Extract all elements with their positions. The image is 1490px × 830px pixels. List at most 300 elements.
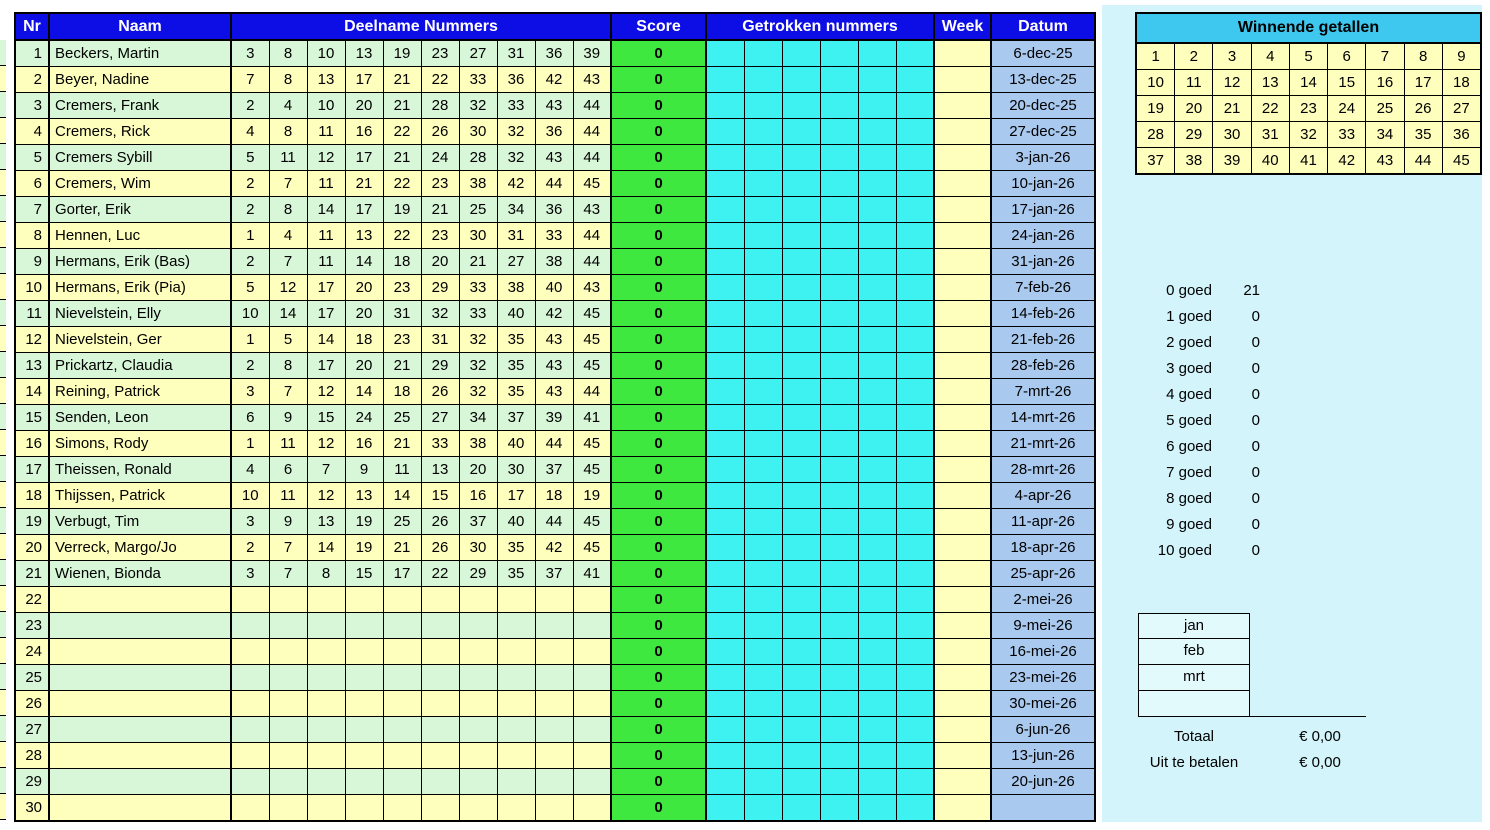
- pick-number-cell[interactable]: [383, 769, 421, 795]
- drawn-number-cell[interactable]: [706, 40, 744, 67]
- drawn-number-cell[interactable]: [782, 561, 820, 587]
- pick-number-cell[interactable]: [307, 743, 345, 769]
- pick-number-cell[interactable]: 31: [383, 301, 421, 327]
- pick-number-cell[interactable]: 45: [573, 301, 611, 327]
- pick-number-cell[interactable]: 21: [383, 67, 421, 93]
- drawn-number-cell[interactable]: [858, 40, 896, 67]
- player-name-cell[interactable]: Prickartz, Claudia: [49, 353, 231, 379]
- week-cell[interactable]: [934, 457, 991, 483]
- drawn-number-cell[interactable]: [782, 639, 820, 665]
- pick-number-cell[interactable]: 45: [573, 535, 611, 561]
- pick-number-cell[interactable]: 33: [459, 67, 497, 93]
- pick-number-cell[interactable]: [269, 613, 307, 639]
- pick-number-cell[interactable]: 36: [535, 40, 573, 67]
- pick-number-cell[interactable]: 19: [383, 40, 421, 67]
- pick-number-cell[interactable]: [345, 769, 383, 795]
- pick-number-cell[interactable]: [421, 717, 459, 743]
- pick-number-cell[interactable]: [307, 665, 345, 691]
- pick-number-cell[interactable]: 40: [535, 275, 573, 301]
- player-name-cell[interactable]: Cremers, Frank: [49, 93, 231, 119]
- pick-number-cell[interactable]: 5: [231, 275, 269, 301]
- drawn-number-cell[interactable]: [706, 769, 744, 795]
- winning-number-cell[interactable]: 42: [1328, 148, 1366, 175]
- pick-number-cell[interactable]: 35: [497, 379, 535, 405]
- pick-number-cell[interactable]: 19: [345, 535, 383, 561]
- pick-number-cell[interactable]: 10: [307, 40, 345, 67]
- pick-number-cell[interactable]: [459, 743, 497, 769]
- pick-number-cell[interactable]: [383, 717, 421, 743]
- pick-number-cell[interactable]: 24: [345, 405, 383, 431]
- winning-number-cell[interactable]: 45: [1442, 148, 1481, 175]
- drawn-number-cell[interactable]: [706, 509, 744, 535]
- pick-number-cell[interactable]: 14: [307, 327, 345, 353]
- pick-number-cell[interactable]: 4: [269, 93, 307, 119]
- pick-number-cell[interactable]: 32: [459, 327, 497, 353]
- winning-number-cell[interactable]: 11: [1175, 70, 1213, 96]
- pick-number-cell[interactable]: 5: [231, 145, 269, 171]
- pick-number-cell[interactable]: [535, 691, 573, 717]
- winning-number-cell[interactable]: 30: [1213, 122, 1251, 148]
- pick-number-cell[interactable]: [421, 795, 459, 822]
- pick-number-cell[interactable]: [269, 769, 307, 795]
- week-cell[interactable]: [934, 40, 991, 67]
- week-cell[interactable]: [934, 171, 991, 197]
- winning-number-cell[interactable]: 22: [1251, 96, 1289, 122]
- pick-number-cell[interactable]: 44: [573, 249, 611, 275]
- winning-number-cell[interactable]: 44: [1404, 148, 1442, 175]
- pick-number-cell[interactable]: 13: [345, 40, 383, 67]
- pick-number-cell[interactable]: [459, 665, 497, 691]
- pick-number-cell[interactable]: 7: [269, 249, 307, 275]
- pick-number-cell[interactable]: 20: [345, 275, 383, 301]
- pick-number-cell[interactable]: 32: [497, 145, 535, 171]
- player-name-cell[interactable]: Reining, Patrick: [49, 379, 231, 405]
- drawn-number-cell[interactable]: [782, 67, 820, 93]
- week-cell[interactable]: [934, 431, 991, 457]
- week-cell[interactable]: [934, 67, 991, 93]
- drawn-number-cell[interactable]: [896, 223, 934, 249]
- pick-number-cell[interactable]: 37: [535, 457, 573, 483]
- week-cell[interactable]: [934, 795, 991, 822]
- pick-number-cell[interactable]: [535, 795, 573, 822]
- drawn-number-cell[interactable]: [744, 301, 782, 327]
- pick-number-cell[interactable]: 17: [307, 275, 345, 301]
- week-cell[interactable]: [934, 145, 991, 171]
- drawn-number-cell[interactable]: [782, 665, 820, 691]
- drawn-number-cell[interactable]: [744, 353, 782, 379]
- winning-number-cell[interactable]: 25: [1366, 96, 1404, 122]
- pick-number-cell[interactable]: 44: [573, 145, 611, 171]
- drawn-number-cell[interactable]: [706, 483, 744, 509]
- pick-number-cell[interactable]: [383, 639, 421, 665]
- drawn-number-cell[interactable]: [858, 691, 896, 717]
- pick-number-cell[interactable]: 20: [421, 249, 459, 275]
- pick-number-cell[interactable]: [497, 769, 535, 795]
- pick-number-cell[interactable]: 19: [345, 509, 383, 535]
- drawn-number-cell[interactable]: [744, 431, 782, 457]
- pick-number-cell[interactable]: 17: [345, 197, 383, 223]
- drawn-number-cell[interactable]: [744, 743, 782, 769]
- player-name-cell[interactable]: Beckers, Martin: [49, 40, 231, 67]
- pick-number-cell[interactable]: 18: [383, 379, 421, 405]
- pick-number-cell[interactable]: 13: [307, 67, 345, 93]
- drawn-number-cell[interactable]: [706, 197, 744, 223]
- pick-number-cell[interactable]: [459, 587, 497, 613]
- pick-number-cell[interactable]: 23: [421, 223, 459, 249]
- pick-number-cell[interactable]: [269, 665, 307, 691]
- winning-number-cell[interactable]: 31: [1251, 122, 1289, 148]
- drawn-number-cell[interactable]: [858, 535, 896, 561]
- pick-number-cell[interactable]: 33: [459, 301, 497, 327]
- drawn-number-cell[interactable]: [782, 587, 820, 613]
- week-cell[interactable]: [934, 223, 991, 249]
- player-name-cell[interactable]: Cremers, Rick: [49, 119, 231, 145]
- drawn-number-cell[interactable]: [744, 639, 782, 665]
- drawn-number-cell[interactable]: [782, 691, 820, 717]
- pick-number-cell[interactable]: 26: [421, 119, 459, 145]
- drawn-number-cell[interactable]: [744, 457, 782, 483]
- pick-number-cell[interactable]: 35: [497, 561, 535, 587]
- pick-number-cell[interactable]: 2: [231, 197, 269, 223]
- drawn-number-cell[interactable]: [858, 613, 896, 639]
- pick-number-cell[interactable]: 28: [459, 145, 497, 171]
- drawn-number-cell[interactable]: [896, 535, 934, 561]
- pick-number-cell[interactable]: 11: [383, 457, 421, 483]
- drawn-number-cell[interactable]: [820, 379, 858, 405]
- player-name-cell[interactable]: Wienen, Bionda: [49, 561, 231, 587]
- week-cell[interactable]: [934, 483, 991, 509]
- drawn-number-cell[interactable]: [820, 795, 858, 822]
- player-name-cell[interactable]: [49, 613, 231, 639]
- drawn-number-cell[interactable]: [820, 587, 858, 613]
- pick-number-cell[interactable]: 42: [535, 301, 573, 327]
- drawn-number-cell[interactable]: [706, 301, 744, 327]
- pick-number-cell[interactable]: [497, 613, 535, 639]
- drawn-number-cell[interactable]: [744, 483, 782, 509]
- pick-number-cell[interactable]: 29: [421, 353, 459, 379]
- pick-number-cell[interactable]: 27: [459, 40, 497, 67]
- player-name-cell[interactable]: [49, 587, 231, 613]
- pick-number-cell[interactable]: 43: [535, 145, 573, 171]
- pick-number-cell[interactable]: 25: [459, 197, 497, 223]
- pick-number-cell[interactable]: 44: [573, 119, 611, 145]
- winning-number-cell[interactable]: 27: [1442, 96, 1481, 122]
- pick-number-cell[interactable]: [383, 665, 421, 691]
- drawn-number-cell[interactable]: [858, 795, 896, 822]
- winning-number-cell[interactable]: 21: [1213, 96, 1251, 122]
- pick-number-cell[interactable]: [345, 613, 383, 639]
- drawn-number-cell[interactable]: [706, 535, 744, 561]
- week-cell[interactable]: [934, 197, 991, 223]
- pick-number-cell[interactable]: 11: [269, 483, 307, 509]
- drawn-number-cell[interactable]: [820, 249, 858, 275]
- winning-number-cell[interactable]: 39: [1213, 148, 1251, 175]
- week-cell[interactable]: [934, 639, 991, 665]
- month-cell[interactable]: feb: [1138, 639, 1250, 665]
- pick-number-cell[interactable]: 23: [383, 327, 421, 353]
- drawn-number-cell[interactable]: [896, 483, 934, 509]
- player-name-cell[interactable]: Beyer, Nadine: [49, 67, 231, 93]
- winning-number-cell[interactable]: 34: [1366, 122, 1404, 148]
- pick-number-cell[interactable]: 25: [383, 405, 421, 431]
- player-name-cell[interactable]: Nievelstein, Ger: [49, 327, 231, 353]
- pick-number-cell[interactable]: 11: [307, 223, 345, 249]
- week-cell[interactable]: [934, 119, 991, 145]
- drawn-number-cell[interactable]: [820, 223, 858, 249]
- drawn-number-cell[interactable]: [782, 327, 820, 353]
- pick-number-cell[interactable]: 32: [497, 119, 535, 145]
- drawn-number-cell[interactable]: [858, 587, 896, 613]
- pick-number-cell[interactable]: 2: [231, 535, 269, 561]
- pick-number-cell[interactable]: [573, 587, 611, 613]
- winning-number-cell[interactable]: 8: [1404, 43, 1442, 70]
- drawn-number-cell[interactable]: [706, 405, 744, 431]
- pick-number-cell[interactable]: 12: [307, 145, 345, 171]
- pick-number-cell[interactable]: [231, 795, 269, 822]
- pick-number-cell[interactable]: 21: [345, 171, 383, 197]
- drawn-number-cell[interactable]: [858, 561, 896, 587]
- drawn-number-cell[interactable]: [896, 613, 934, 639]
- pick-number-cell[interactable]: 43: [535, 327, 573, 353]
- drawn-number-cell[interactable]: [896, 405, 934, 431]
- pick-number-cell[interactable]: 18: [535, 483, 573, 509]
- drawn-number-cell[interactable]: [820, 717, 858, 743]
- pick-number-cell[interactable]: [269, 691, 307, 717]
- player-name-cell[interactable]: Verbugt, Tim: [49, 509, 231, 535]
- pick-number-cell[interactable]: 1: [231, 431, 269, 457]
- pick-number-cell[interactable]: 20: [459, 457, 497, 483]
- drawn-number-cell[interactable]: [858, 145, 896, 171]
- drawn-number-cell[interactable]: [896, 275, 934, 301]
- pick-number-cell[interactable]: 15: [307, 405, 345, 431]
- pick-number-cell[interactable]: [231, 639, 269, 665]
- drawn-number-cell[interactable]: [858, 431, 896, 457]
- pick-number-cell[interactable]: 26: [421, 535, 459, 561]
- pick-number-cell[interactable]: [497, 691, 535, 717]
- week-cell[interactable]: [934, 275, 991, 301]
- drawn-number-cell[interactable]: [896, 769, 934, 795]
- pick-number-cell[interactable]: 14: [269, 301, 307, 327]
- drawn-number-cell[interactable]: [744, 691, 782, 717]
- pick-number-cell[interactable]: 24: [421, 145, 459, 171]
- pick-number-cell[interactable]: 21: [383, 93, 421, 119]
- drawn-number-cell[interactable]: [706, 691, 744, 717]
- drawn-number-cell[interactable]: [820, 93, 858, 119]
- pick-number-cell[interactable]: 43: [535, 379, 573, 405]
- pick-number-cell[interactable]: 35: [497, 353, 535, 379]
- pick-number-cell[interactable]: 10: [307, 93, 345, 119]
- player-name-cell[interactable]: [49, 665, 231, 691]
- week-cell[interactable]: [934, 301, 991, 327]
- drawn-number-cell[interactable]: [858, 301, 896, 327]
- drawn-number-cell[interactable]: [896, 587, 934, 613]
- pick-number-cell[interactable]: 39: [535, 405, 573, 431]
- pick-number-cell[interactable]: 4: [231, 119, 269, 145]
- pick-number-cell[interactable]: 3: [231, 509, 269, 535]
- player-name-cell[interactable]: Hermans, Erik (Pia): [49, 275, 231, 301]
- pick-number-cell[interactable]: 14: [307, 535, 345, 561]
- pick-number-cell[interactable]: 21: [383, 431, 421, 457]
- pick-number-cell[interactable]: [421, 691, 459, 717]
- drawn-number-cell[interactable]: [820, 483, 858, 509]
- winning-number-cell[interactable]: 37: [1136, 148, 1175, 175]
- drawn-number-cell[interactable]: [820, 353, 858, 379]
- drawn-number-cell[interactable]: [858, 717, 896, 743]
- pick-number-cell[interactable]: [307, 613, 345, 639]
- drawn-number-cell[interactable]: [706, 119, 744, 145]
- pick-number-cell[interactable]: [307, 795, 345, 822]
- drawn-number-cell[interactable]: [782, 249, 820, 275]
- drawn-number-cell[interactable]: [820, 145, 858, 171]
- pick-number-cell[interactable]: 30: [497, 457, 535, 483]
- pick-number-cell[interactable]: 38: [535, 249, 573, 275]
- pick-number-cell[interactable]: 37: [535, 561, 573, 587]
- pick-number-cell[interactable]: 41: [573, 405, 611, 431]
- pick-number-cell[interactable]: [231, 743, 269, 769]
- pick-number-cell[interactable]: 44: [535, 509, 573, 535]
- winning-number-cell[interactable]: 41: [1289, 148, 1327, 175]
- drawn-number-cell[interactable]: [858, 483, 896, 509]
- pick-number-cell[interactable]: 8: [269, 353, 307, 379]
- pick-number-cell[interactable]: [345, 743, 383, 769]
- pick-number-cell[interactable]: 18: [383, 249, 421, 275]
- drawn-number-cell[interactable]: [896, 119, 934, 145]
- winning-number-cell[interactable]: 26: [1404, 96, 1442, 122]
- pick-number-cell[interactable]: 38: [497, 275, 535, 301]
- pick-number-cell[interactable]: 36: [535, 119, 573, 145]
- pick-number-cell[interactable]: 22: [383, 223, 421, 249]
- drawn-number-cell[interactable]: [896, 665, 934, 691]
- drawn-number-cell[interactable]: [782, 223, 820, 249]
- drawn-number-cell[interactable]: [858, 197, 896, 223]
- drawn-number-cell[interactable]: [782, 145, 820, 171]
- drawn-number-cell[interactable]: [744, 717, 782, 743]
- drawn-number-cell[interactable]: [896, 67, 934, 93]
- drawn-number-cell[interactable]: [706, 171, 744, 197]
- pick-number-cell[interactable]: [497, 717, 535, 743]
- pick-number-cell[interactable]: 14: [307, 197, 345, 223]
- pick-number-cell[interactable]: 42: [535, 67, 573, 93]
- pick-number-cell[interactable]: 22: [383, 171, 421, 197]
- pick-number-cell[interactable]: 7: [269, 535, 307, 561]
- drawn-number-cell[interactable]: [820, 40, 858, 67]
- player-name-cell[interactable]: [49, 743, 231, 769]
- drawn-number-cell[interactable]: [896, 145, 934, 171]
- pick-number-cell[interactable]: 34: [497, 197, 535, 223]
- pick-number-cell[interactable]: 40: [497, 431, 535, 457]
- pick-number-cell[interactable]: [345, 795, 383, 822]
- week-cell[interactable]: [934, 561, 991, 587]
- drawn-number-cell[interactable]: [744, 535, 782, 561]
- drawn-number-cell[interactable]: [744, 40, 782, 67]
- pick-number-cell[interactable]: 7: [307, 457, 345, 483]
- pick-number-cell[interactable]: 17: [345, 67, 383, 93]
- pick-number-cell[interactable]: 20: [345, 93, 383, 119]
- pick-number-cell[interactable]: 31: [497, 40, 535, 67]
- drawn-number-cell[interactable]: [896, 639, 934, 665]
- pick-number-cell[interactable]: 37: [459, 509, 497, 535]
- drawn-number-cell[interactable]: [782, 795, 820, 822]
- pick-number-cell[interactable]: 32: [459, 379, 497, 405]
- drawn-number-cell[interactable]: [896, 301, 934, 327]
- pick-number-cell[interactable]: 32: [459, 353, 497, 379]
- pick-number-cell[interactable]: 17: [345, 145, 383, 171]
- drawn-number-cell[interactable]: [858, 379, 896, 405]
- drawn-number-cell[interactable]: [744, 223, 782, 249]
- pick-number-cell[interactable]: 7: [269, 379, 307, 405]
- pick-number-cell[interactable]: 26: [421, 379, 459, 405]
- week-cell[interactable]: [934, 769, 991, 795]
- pick-number-cell[interactable]: 16: [345, 119, 383, 145]
- pick-number-cell[interactable]: [307, 691, 345, 717]
- pick-number-cell[interactable]: 6: [231, 405, 269, 431]
- winning-number-cell[interactable]: 20: [1175, 96, 1213, 122]
- pick-number-cell[interactable]: 21: [421, 197, 459, 223]
- pick-number-cell[interactable]: 23: [421, 171, 459, 197]
- drawn-number-cell[interactable]: [782, 301, 820, 327]
- pick-number-cell[interactable]: 36: [535, 197, 573, 223]
- drawn-number-cell[interactable]: [744, 587, 782, 613]
- drawn-number-cell[interactable]: [820, 613, 858, 639]
- drawn-number-cell[interactable]: [744, 197, 782, 223]
- pick-number-cell[interactable]: 42: [497, 171, 535, 197]
- pick-number-cell[interactable]: 7: [231, 67, 269, 93]
- drawn-number-cell[interactable]: [706, 743, 744, 769]
- pick-number-cell[interactable]: 11: [269, 431, 307, 457]
- drawn-number-cell[interactable]: [706, 561, 744, 587]
- pick-number-cell[interactable]: [269, 795, 307, 822]
- drawn-number-cell[interactable]: [896, 717, 934, 743]
- drawn-number-cell[interactable]: [744, 249, 782, 275]
- pick-number-cell[interactable]: 31: [421, 327, 459, 353]
- pick-number-cell[interactable]: [497, 639, 535, 665]
- player-name-cell[interactable]: Hermans, Erik (Bas): [49, 249, 231, 275]
- pick-number-cell[interactable]: 3: [231, 379, 269, 405]
- pick-number-cell[interactable]: [231, 691, 269, 717]
- pick-number-cell[interactable]: 45: [573, 509, 611, 535]
- winning-number-cell[interactable]: 24: [1328, 96, 1366, 122]
- pick-number-cell[interactable]: 12: [307, 379, 345, 405]
- pick-number-cell[interactable]: 6: [269, 457, 307, 483]
- pick-number-cell[interactable]: [307, 587, 345, 613]
- pick-number-cell[interactable]: 32: [421, 301, 459, 327]
- pick-number-cell[interactable]: 38: [459, 431, 497, 457]
- pick-number-cell[interactable]: 21: [383, 145, 421, 171]
- drawn-number-cell[interactable]: [782, 353, 820, 379]
- pick-number-cell[interactable]: 10: [231, 301, 269, 327]
- week-cell[interactable]: [934, 717, 991, 743]
- player-name-cell[interactable]: [49, 639, 231, 665]
- drawn-number-cell[interactable]: [820, 327, 858, 353]
- player-name-cell[interactable]: [49, 795, 231, 822]
- pick-number-cell[interactable]: [459, 769, 497, 795]
- winning-number-cell[interactable]: 19: [1136, 96, 1175, 122]
- drawn-number-cell[interactable]: [896, 171, 934, 197]
- week-cell[interactable]: [934, 665, 991, 691]
- pick-number-cell[interactable]: 13: [307, 509, 345, 535]
- pick-number-cell[interactable]: [535, 717, 573, 743]
- pick-number-cell[interactable]: 12: [307, 483, 345, 509]
- drawn-number-cell[interactable]: [782, 40, 820, 67]
- drawn-number-cell[interactable]: [896, 40, 934, 67]
- drawn-number-cell[interactable]: [858, 353, 896, 379]
- pick-number-cell[interactable]: 17: [383, 561, 421, 587]
- pick-number-cell[interactable]: [497, 587, 535, 613]
- pick-number-cell[interactable]: 22: [421, 67, 459, 93]
- drawn-number-cell[interactable]: [744, 665, 782, 691]
- pick-number-cell[interactable]: 18: [345, 327, 383, 353]
- pick-number-cell[interactable]: [459, 613, 497, 639]
